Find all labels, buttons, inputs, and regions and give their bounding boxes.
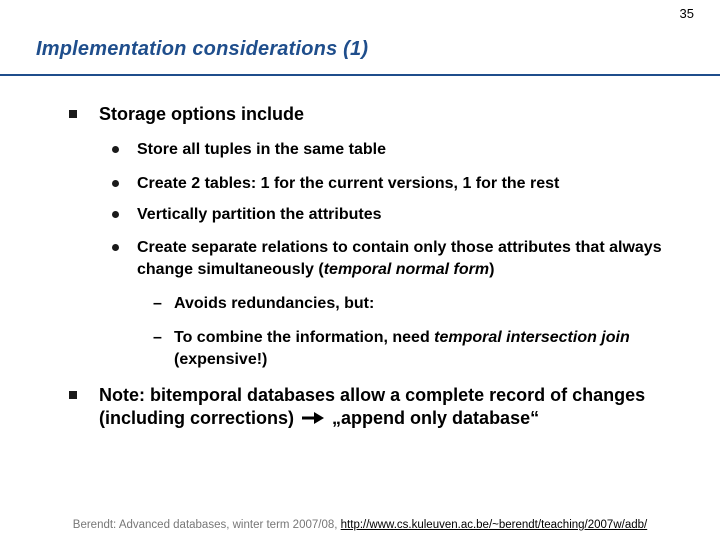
- subsubbullet-text-end: (expensive!): [174, 351, 268, 368]
- square-bullet-icon: [69, 110, 77, 118]
- subbullet-same-table: [68, 139, 700, 161]
- round-bullet-icon: [112, 244, 119, 251]
- subsubbullet-avoids: [68, 293, 700, 315]
- square-bullet-icon: [69, 391, 77, 399]
- round-bullet-icon: [112, 211, 119, 218]
- round-bullet-icon: [112, 146, 119, 153]
- slide-number: 35: [679, 6, 694, 21]
- subbullet-separate-relations: [68, 237, 700, 281]
- subsubbullet-text: Avoids redundancies, but:: [174, 295, 375, 312]
- emphasis-temporal-intersection-join: temporal intersection join: [434, 329, 630, 346]
- bullet-storage-text: Storage options include: [99, 104, 305, 124]
- footer-text: Berendt: Advanced databases, winter term 2007/08,: [72, 519, 341, 531]
- subbullet-text: Create separate relations to contain only those attributes that always change simultaneously (: [137, 239, 662, 278]
- subbullet-two-tables: [68, 173, 700, 195]
- dash-bullet-icon: –: [153, 329, 162, 346]
- subbullet-vertical-partition: [68, 204, 700, 226]
- bullet-note-text: Note: bitemporal databases allow a complete record of changes (including corrections): [99, 385, 646, 428]
- bullet-storage: [68, 103, 700, 126]
- dash-bullet-icon: –: [153, 295, 162, 312]
- bullet-note: [68, 384, 700, 430]
- bullet-note-emphasis: „append only database“: [332, 408, 540, 428]
- right-arrow-icon: [301, 411, 325, 425]
- slide-content: [68, 103, 700, 430]
- subbullet-text: Vertically partition the attributes: [137, 206, 382, 223]
- subsubbullet-text: To combine the information, need: [174, 329, 435, 346]
- subbullet-text-end: ): [489, 261, 495, 278]
- footer-link[interactable]: http://www.cs.kuleuven.ac.be/~berendt/teaching/2007w/adb/: [340, 519, 648, 531]
- subbullet-text: Store all tuples in the same table: [137, 141, 386, 158]
- round-bullet-icon: [112, 180, 119, 187]
- emphasis-temporal-normal-form: temporal normal form: [323, 261, 490, 278]
- page-title: Implementation considerations (1): [36, 38, 369, 60]
- subsubbullet-combine: [68, 327, 700, 371]
- title-rule: [0, 74, 720, 76]
- subbullet-text: Create 2 tables: 1 for the current versions, 1 for the rest: [137, 175, 560, 192]
- footer: [0, 519, 720, 531]
